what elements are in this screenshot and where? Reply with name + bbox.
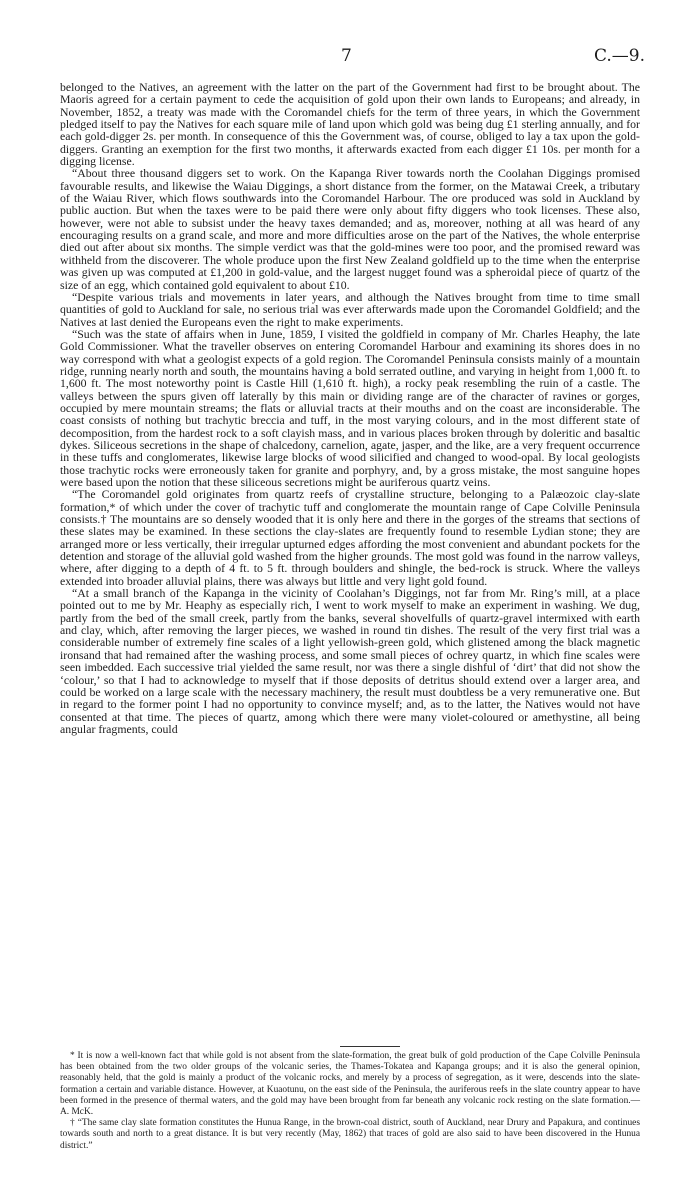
page-header	[0, 46, 700, 68]
paragraph: “The Coromandel gold originates from quartz reefs of crystalline structure, belonging to a Palæozoic clay-slate formation,* of which under the cover of trachytic tuff and conglomerate the mountain range of Cape Colville Peninsula consists.† The mountains are so densely wooded that it is only here and there in the gorges of the streams that sections of these slates may be examined. In these sections the clay-slates are frequently found to resemble Lydian stone; they are arranged more or less vertically, their irregular upturned edges affording the most convenient and abundant pockets for the detention and storage of the alluvial gold washed from the higher grounds. The most gold was found in the narrow valleys, where, after digging to a depth of 4 ft. to 5 ft. through boulders and shingle, the bed-rock is struck. Where the valleys extended into broader alluvial plains, there was always but little and very light gold found.	[60, 487, 640, 588]
paragraph: belonged to the Natives, an agreement with the latter on the part of the Government had first to be brought about. The Maoris agreed for a certain payment to cede the acquisition of gold upon their own lands to Europeans; and already, in November, 1852, a treaty was made with the Coromandel chiefs for the term of three years, in which the Government pledged itself to pay the Natives for each square mile of land upon which gold was being dug £1 sterling annually, and for each gold-digger 2s. per month. In consequence of this the Government was, of course, obliged to lay a tax upon the gold-diggers. Granting an exemption for the first two months, it afterwards exacted from each digger £1 10s. per month for a digging license.	[60, 80, 640, 169]
body-text	[60, 81, 640, 735]
footnote: * It is now a well-known fact that while gold is not absent from the slate-formation, the great bulk of gold production of the Cape Colville Peninsula has been obtained from the two older groups of the volcanic series, the Thames-Tokatea and Kapanga groups; and it is also the general opinion, reasonably held, that the gold is mainly a product of the volcanic rocks, and merely by a process of segregation, as it were, descends into the slate-formation a certain and variable distance. However, at Kuaotunu, on the east side of the Peninsula, the auriferous reefs in the slate country appear to have been formed in the presence of thermal waters, and the gold may have been brought from far beneath any volcanic rock resting on the slate formation.—A. McK.	[60, 1051, 640, 1118]
footnote: † “The same clay slate formation constitutes the Hunua Range, in the brown-coal district, south of Auckland, near Drury and Papakura, and continues towards south and north to a great distance. It is but very recently (May, 1862) that traces of gold are also said to have been discovered in the Hunua district.”	[60, 1118, 640, 1151]
footnote-divider	[340, 1046, 400, 1047]
footnotes	[60, 1051, 640, 1152]
paragraph: “About three thousand diggers set to work. On the Kapanga River towards north the Coolahan Diggings promised favourable results, and likewise the Waiau Diggings, a short distance from the former, on the Matawai Creek, a tributary of the Waiau River, which flows southwards into the Coromandel Harbour. The ore produced was sold in Auckland by public auction. But when the taxes were to be paid there were only about fifty diggers who took licenses. These also, however, were not able to subsist under the heavy taxes demanded; and as, moreover, nothing at all was heard of any encouraging results on a grand scale, and more and more difficulties arose on the part of the Natives, the whole enterprise died out after about six months. The simple verdict was that the gold-mines were too poor, and the promised reward was withheld from the discoverer. The whole produce upon the first New Zealand goldfield up to the time when the enterprise was given up was computed at £1,200 in gold-value, and the largest nugget found was a spheroidal piece of quartz of the size of an egg, which contained gold equivalent to about £10.	[60, 166, 640, 292]
document-reference: C.—9.	[593, 46, 645, 66]
paragraph: “At a small branch of the Kapanga in the vicinity of Coolahan’s Diggings, not far from Mr. Ring’s mill, at a place pointed out to me by Mr. Heaphy as especially rich, I went to work myself to make an experiment in washing. We dug, partly from the bed of the small creek, partly from the banks, several shovelfulls of quartz-gravel intermixed with earth and clay, which, after removing the larger pieces, we washed in round tin dishes. The result of the very first trial was a considerable number of extremely fine scales of a light yellowish-green gold, which glistened among the black magnetic ironsand that had remained after the washing process, and some small pieces of ochrey quartz, in which fine scales were seen imbedded. Each successive trial yielded the same result, nor was there a single dishful of ‘dirt’ that did not show the ‘colour,’ so that I had to acknowledge to myself that if those deposits of detritus should extend over a larger area, and could be worked on a large scale with the necessary machinery, the result must doubtless be a very remunerative one. But in regard to the former point I had no opportunity to convince myself; and, as to the latter, the Natives would not have consented at that time. The pieces of quartz, among which there were many violet-coloured or amethystine, all being angular fragments, could	[60, 586, 640, 736]
paragraph: “Such was the state of affairs when in June, 1859, I visited the goldfield in company of Mr. Charles Heaphy, the late Gold Commissioner. What the traveller observes on entering Coromandel Harbour and examining its shores does in no way correspond with what a geologist expects of a gold region. The Coromandel Peninsula consists mainly of a mountain ridge, running nearly north and south, the mountains having a bold serrated outline, and varying in height from 1,000 ft. to 1,600 ft. The most noteworthy point is Castle Hill (1,610 ft. high), a rocky peak resembling the ruin of a castle. The valleys between the spurs given off laterally by this main or dividing range are of the character of ravines or gorges, occupied by mere mountain streams; the flats or alluvial tracts at their mouths and on the coast are inconsiderable. The coast consists of nothing but trachytic breccia and tuff, in the most varying colours, and in the most different state of decomposition, from the hardest rock to a soft clayish mass, and in various places broken through by doleritic and basaltic dykes. Siliceous secretions in the shape of chalcedony, carnelion, agate, jasper, and the like, are a very frequent occurrence in these tuffs and conglomerates, likewise large blocks of wood silicified and changed to wood-opal. By local geologists those trachytic rocks were erroneously taken for granite and porphyry, and, by a gross mistake, the most sanguine hopes were based upon the notion that these siliceous secretions might be auriferous quartz veins.	[60, 326, 640, 489]
page-number: 7	[341, 46, 352, 66]
paragraph: “Despite various trials and movements in later years, and although the Natives brought from time to time small quantities of gold to Auckland for sale, no serious trial was ever afterwards made upon the Coromandel Goldfield; and the Natives at last denied the Europeans even the right to make experiments.	[60, 289, 640, 329]
